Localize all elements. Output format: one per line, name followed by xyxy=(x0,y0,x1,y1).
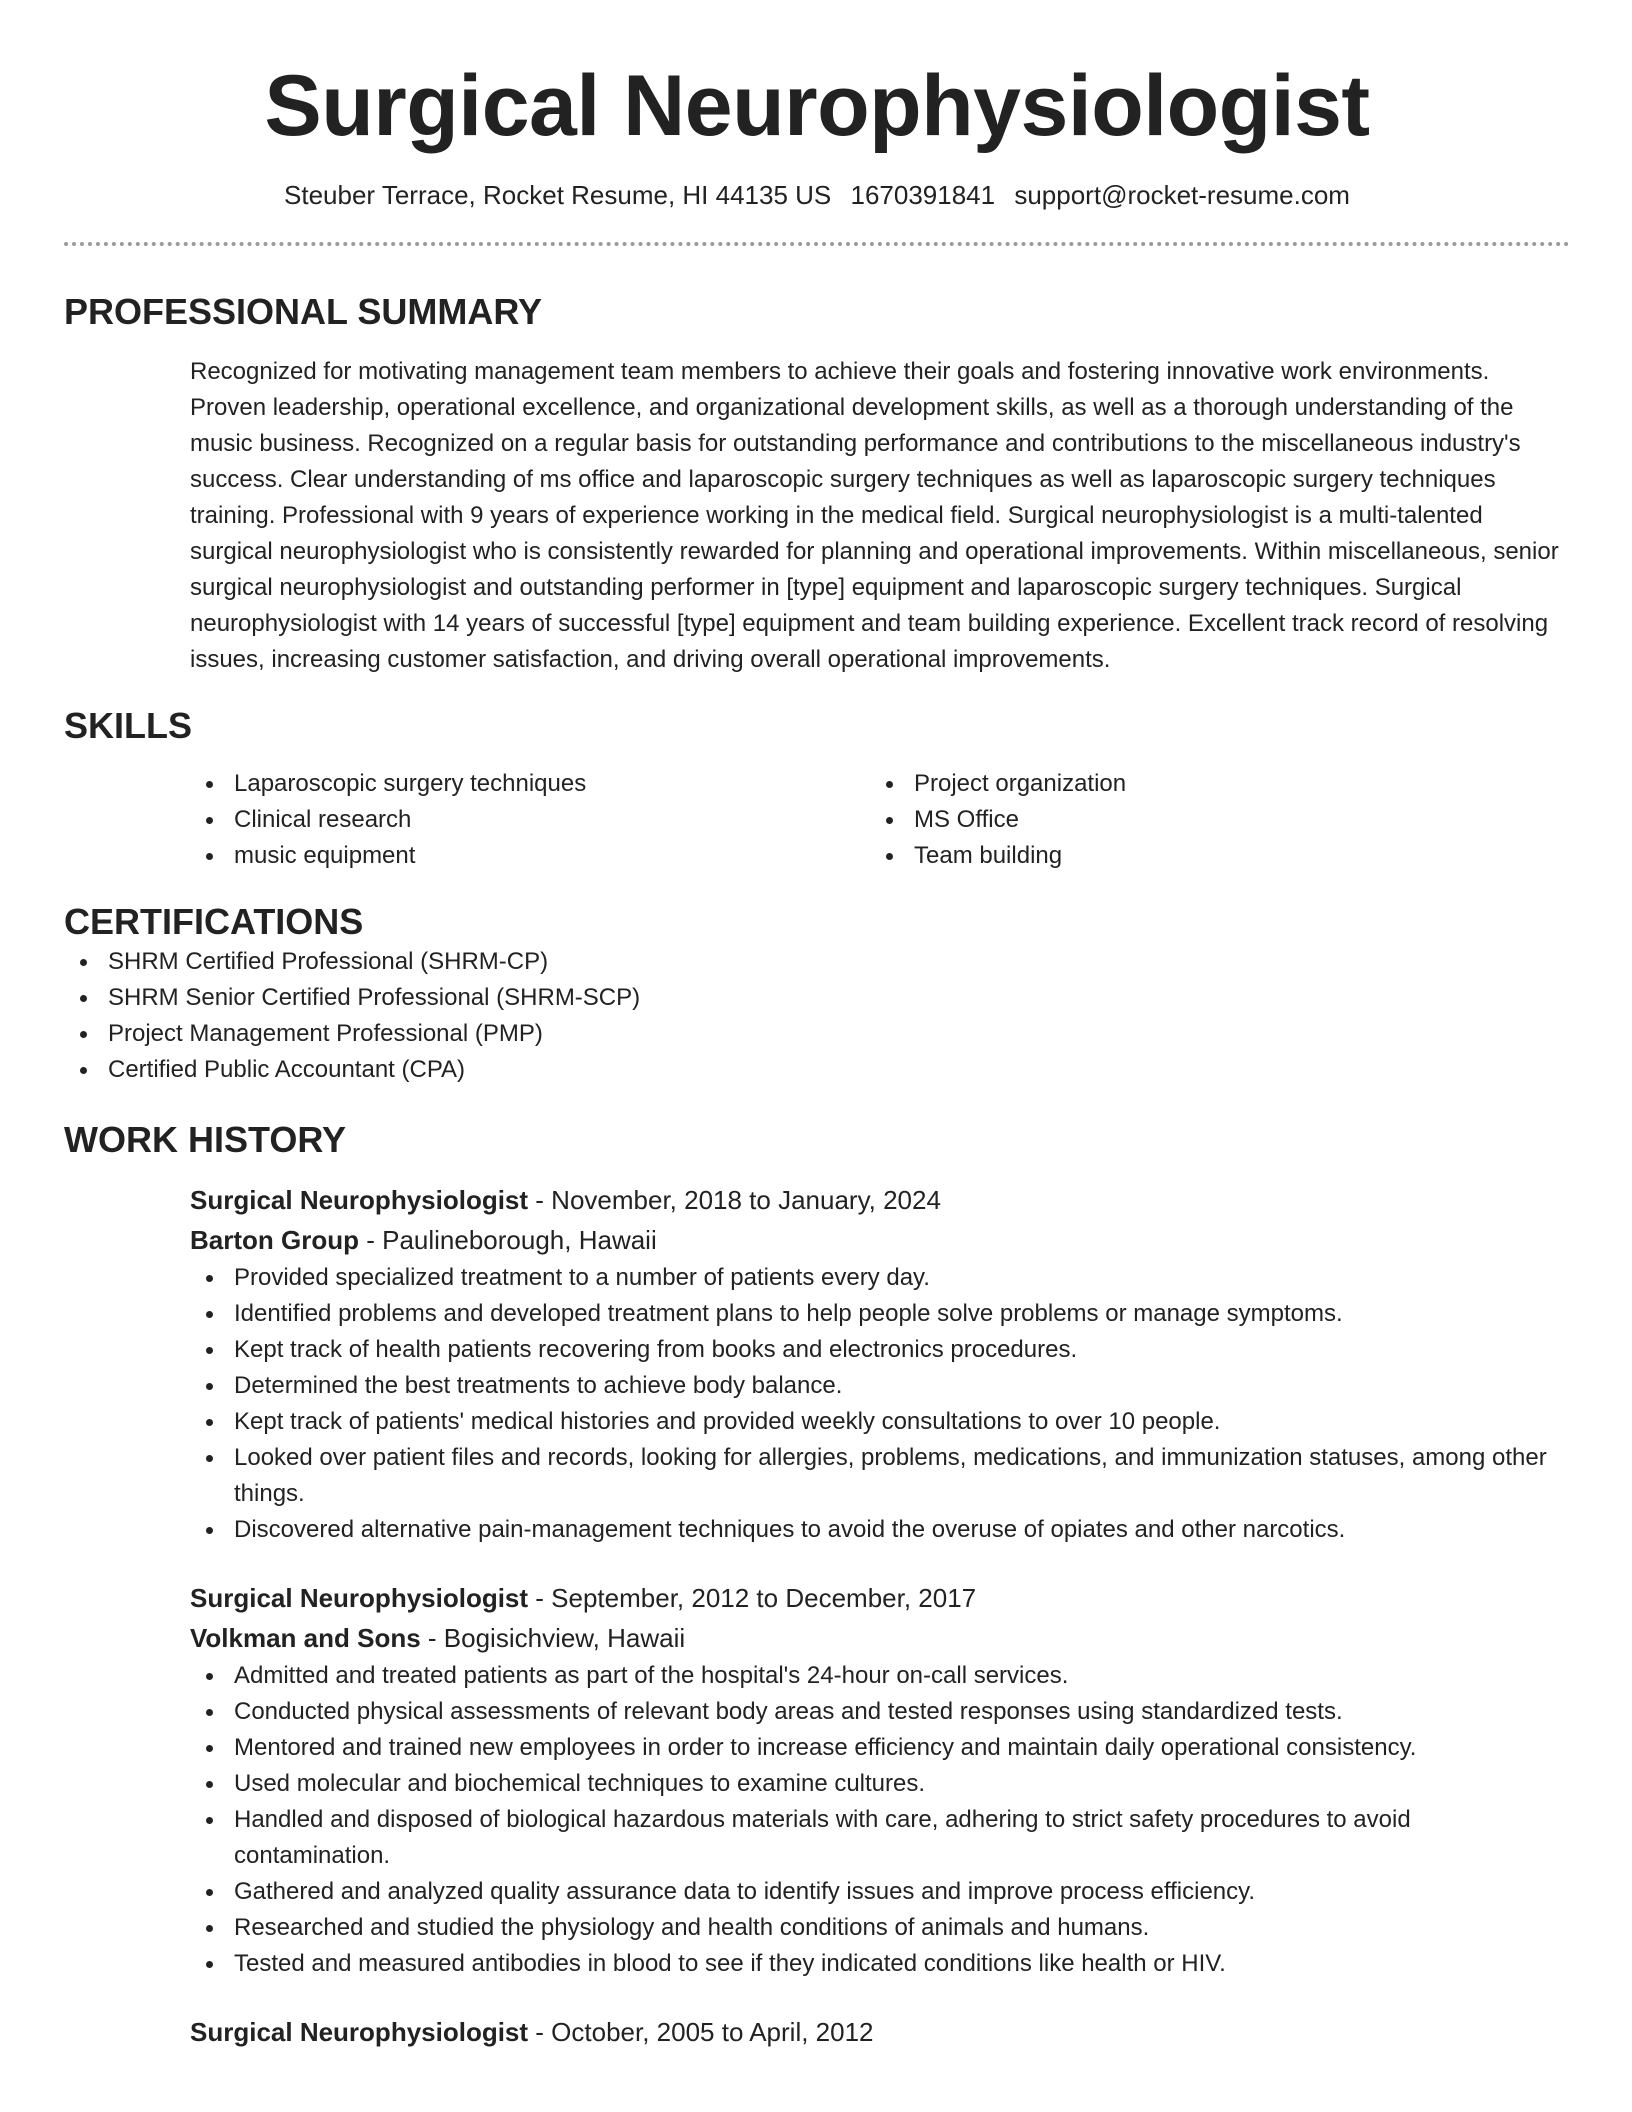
job-role: Surgical Neurophysiologist xyxy=(190,2017,529,2047)
certification-item: SHRM Senior Certified Professional (SHRM-SCP) xyxy=(64,980,1570,1016)
job-duty: Admitted and treated patients as part of the hospital's 24-hour on-call services. xyxy=(190,1658,1570,1694)
skills-column-right xyxy=(870,766,1550,874)
certification-item: SHRM Certified Professional (SHRM-CP) xyxy=(64,944,1570,980)
job-duty: Handled and disposed of biological hazardous materials with care, adhering to strict safety procedures to avoid contamination. xyxy=(190,1802,1570,1874)
contact-line xyxy=(64,178,1570,212)
job-title-line xyxy=(190,2012,1570,2052)
certification-item: Project Management Professional (PMP) xyxy=(64,1016,1570,1052)
job-duty: Used molecular and biochemical techniques to examine cultures. xyxy=(190,1766,1570,1802)
summary-text: Recognized for motivating management team members to achieve their goals and fostering innovative work environments. Proven leadership, operational excellence, and organizational development skills, as well as a thorough understanding of the music business. Recognized on a regular basis for outstanding performance and contributions to the miscellaneous industry's success. Clear understanding of ms office and laparoscopic surgery techniques as well as laparoscopic surgery techniques training. Professional with 9 years of experience working in the medical field. Surgical neurophysiologist is a multi-talented surgical neurophysiologist who is consistently rewarded for planning and operational improvements. Within miscellaneous, senior surgical neurophysiologist and outstanding performer in [type] equipment and laparoscopic surgery techniques. Surgical neurophysiologist with 14 years of successful [type] equipment and team building experience. Excellent track record of resolving issues, increasing customer satisfaction, and driving overall operational improvements. xyxy=(190,358,1559,673)
skill-item: MS Office xyxy=(870,802,1550,838)
job-company: Barton Group xyxy=(190,1225,359,1255)
skill-item: Clinical research xyxy=(190,802,870,838)
job-duty: Kept track of patients' medical histories and provided weekly consultations to over 10 people. xyxy=(190,1404,1570,1440)
skills-grid xyxy=(190,766,1570,874)
job-entry xyxy=(190,1180,1570,1548)
job-duty: Identified problems and developed treatment plans to help people solve problems or manage symptoms. xyxy=(190,1296,1570,1332)
contact-address: Steuber Terrace, Rocket Resume, HI 44135 US xyxy=(284,180,832,210)
job-duty: Conducted physical assessments of relevant body areas and tested responses using standardized tests. xyxy=(190,1694,1570,1730)
job-company-line xyxy=(190,1220,1570,1260)
resume-name: Surgical Neurophysiologist xyxy=(264,58,1370,154)
contact-email: support@rocket-resume.com xyxy=(1014,180,1350,210)
job-dates: - September, 2012 to December, 2017 xyxy=(528,1583,977,1613)
job-dates: - November, 2018 to January, 2024 xyxy=(528,1185,941,1215)
job-dates: - October, 2005 to April, 2012 xyxy=(528,2017,874,2047)
job-location: - Paulineborough, Hawaii xyxy=(359,1225,657,1255)
job-duty: Kept track of health patients recovering from books and electronics procedures. xyxy=(190,1332,1570,1368)
certifications-heading: CERTIFICATIONS xyxy=(64,901,364,942)
skill-item: Team building xyxy=(870,838,1550,874)
job-location: - Bogisichview, Hawaii xyxy=(420,1623,686,1653)
job-duty: Discovered alternative pain-management techniques to avoid the overuse of opiates and other narcotics. xyxy=(190,1512,1570,1548)
job-role: Surgical Neurophysiologist xyxy=(190,1185,529,1215)
job-duty: Determined the best treatments to achieve body balance. xyxy=(190,1368,1570,1404)
contact-phone: 1670391841 xyxy=(850,180,996,210)
job-duty: Mentored and trained new employees in order to increase efficiency and maintain daily operational consistency. xyxy=(190,1730,1570,1766)
certifications-list xyxy=(64,944,1570,1088)
job-company: Volkman and Sons xyxy=(190,1623,421,1653)
skills-column-left xyxy=(190,766,870,874)
skill-item: Laparoscopic surgery techniques xyxy=(190,766,870,802)
job-role: Surgical Neurophysiologist xyxy=(190,1583,529,1613)
job-duty: Researched and studied the physiology and health conditions of animals and humans. xyxy=(190,1910,1570,1946)
job-company-line xyxy=(190,1618,1570,1658)
header-divider xyxy=(64,242,1570,246)
job-duty: Provided specialized treatment to a number of patients every day. xyxy=(190,1260,1570,1296)
resume-page xyxy=(64,0,1570,2052)
job-title-line xyxy=(190,1180,1570,1220)
job-title-line xyxy=(190,1578,1570,1618)
job-duty: Looked over patient files and records, looking for allergies, problems, medications, and immunization statuses, among other things. xyxy=(190,1440,1570,1512)
job-entry xyxy=(190,2012,1570,2052)
skills-heading: SKILLS xyxy=(64,705,193,746)
skill-item: Project organization xyxy=(870,766,1550,802)
job-duty: Gathered and analyzed quality assurance data to identify issues and improve process efficiency. xyxy=(190,1874,1570,1910)
skill-item: music equipment xyxy=(190,838,870,874)
job-duties xyxy=(190,1260,1570,1548)
summary-heading: PROFESSIONAL SUMMARY xyxy=(64,291,543,332)
job-entry xyxy=(190,1578,1570,1982)
job-duty: Tested and measured antibodies in blood to see if they indicated conditions like health or HIV. xyxy=(190,1946,1570,1982)
certification-item: Certified Public Accountant (CPA) xyxy=(64,1052,1570,1088)
work-history-heading: WORK HISTORY xyxy=(64,1119,347,1160)
job-duties xyxy=(190,1658,1570,1982)
